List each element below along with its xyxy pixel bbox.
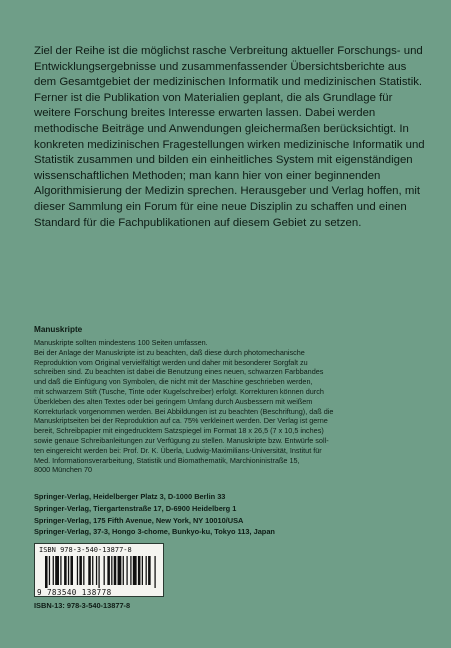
barcode-bar [45, 556, 48, 588]
barcode-ean-digits: 9 783540 138778 [37, 588, 112, 597]
manuscripts-line: sowie genaue Schreibanleitungen zur Verfügung zu stellen. Manuskripte bzw. Entwürfe soll- [34, 435, 329, 445]
manuscripts-line: und daß die Einfügung von Symbolen, die nicht mit der Maschine geschrieben werden, [34, 377, 313, 387]
barcode-bar [114, 556, 117, 585]
barcode-bar [148, 556, 151, 585]
manuscripts-line: Med. Informationsverarbeitung, Statistik und Biomathematik, Marchioninistraße 15, [34, 455, 300, 465]
publisher-addresses [34, 491, 424, 538]
manuscripts-line: schreiben sind. Zu beachten ist dabei die Benutzung eines neuen, schwarzen Farbbandes [34, 367, 324, 377]
publisher-address-tokyo: Springer-Verlag, 37-3, Hongo 3-chome, Bunkyo-ku, Tokyo 113, Japan [34, 527, 275, 537]
barcode-bar [60, 556, 61, 585]
manuscripts-line: Überkleben des alten Textes oder bei geringem Umfang durch Ausbessern mit weißem [34, 396, 313, 406]
publisher-address-new-york: Springer-Verlag, 175 Fifth Avenue, New York, NY 10010/USA [34, 515, 244, 525]
barcode-bar [126, 556, 127, 585]
manuscripts-line: Bei der Anlage der Manuskripte ist zu beachten, daß diese durch photomechanische [34, 347, 305, 357]
barcode-bar [107, 556, 110, 585]
manuscripts-line: ten eingereicht werden bei: Prof. Dr. K. Überla, Ludwig-Maximilians-Universität, Institut für [34, 445, 322, 455]
barcode-bar [142, 556, 143, 585]
barcode-bar [118, 556, 122, 585]
barcode-bar [68, 556, 69, 585]
barcode-bar [53, 556, 54, 585]
barcode-bar [77, 556, 78, 585]
manuscripts-line: 8000 München 70 [34, 465, 93, 475]
isbn-13: ISBN-13: 978-3-540-13877-8 [34, 601, 131, 610]
barcode-bar [49, 556, 50, 585]
barcode-label [34, 543, 164, 597]
barcode-bar [146, 556, 147, 585]
barcode-bar [133, 556, 137, 585]
barcode-isbn-text: ISBN 978-3-540-13877-8 [39, 546, 132, 554]
manuscripts-line: Manuskriptseiten bei der Reproduktion auf ca. 75% verkleinert werden. Der Verlag ist gerne [34, 416, 328, 426]
barcode-bar [92, 556, 93, 585]
barcode-bar [138, 556, 141, 585]
manuscripts-heading: Manuskripte [34, 325, 83, 334]
barcode-bar [64, 556, 67, 585]
manuscripts-line: Manuskripte sollten mindestens 100 Seiten umfassen. [34, 338, 208, 347]
manuscripts-line: mit schwarzem Stift (Tusche, Tinte oder Kugelschreiber) erfolgt. Korrekturen können durch [34, 386, 324, 396]
barcode-bar [70, 556, 73, 585]
barcode-bar [88, 556, 91, 585]
barcode-bar [104, 556, 105, 585]
barcode-bar [130, 556, 131, 585]
publisher-address-heidelberg: Springer-Verlag, Tiergartenstraße 17, D-6900 Heidelberg 1 [34, 503, 237, 513]
manuscripts-line: Korrekturlack vorgenommen werden. Bei Abbildungen ist zu beachten (Beschriftung), daß die [34, 406, 334, 416]
series-description [34, 44, 429, 231]
barcode-bar [83, 556, 84, 585]
manuscripts-instructions [34, 338, 422, 475]
barcode-bars-icon [45, 556, 157, 588]
manuscripts-line: Reproduktion vom Original vervielfältigt werden und daher mit besonderer Sorgfalt zu [34, 357, 308, 367]
barcode-bar [96, 556, 97, 585]
barcode-bar [154, 556, 155, 588]
barcode-bar [111, 556, 112, 585]
barcode-bar [98, 556, 99, 588]
publisher-address-berlin: Springer-Verlag, Heidelberger Platz 3, D-1000 Berlin 33 [34, 492, 226, 501]
series-description-text: Ziel der Reihe ist die möglichst rasche Verbreitung aktueller Forschungs- und Entwicklungsergebnisse und zusammenfassender Übersichtsberichte aus dem Gesamtgebiet der medizinischen Informatik und medizinischen Statistik. Ferner ist die Publikation von Materialien geplant, die als Grundlage für weitere Forschung breites Interesse erwarten lassen. Dabei werden methodische Beiträge und Anwendungen gleichermaßen berücksichtigt. In konkreten medizinischen Fragestellungen wirken medizinische Informatik und Statistik zusammen und bilden ein einheitliches System mit eigenständigen wissenschaftlichen Methoden; man kann hier von einer beginnenden Algorithmisierung der Medizin sprechen. Herausgeber und Verlag hoffen, mit dieser Sammlung ein Forum für eine neue Disziplin zu schaffen und einen Standard für die Fachpublikationen auf diesem Gebiet zu setzen. [34, 45, 425, 229]
barcode-bar [123, 556, 124, 585]
manuscripts-line: bereit, Schreibpapier mit eingedrucktem Satzspiegel im Format 18 x 26,5 (7 x 10,5 inches) [34, 426, 324, 436]
barcode-bar [55, 556, 59, 585]
barcode-bar [79, 556, 82, 585]
